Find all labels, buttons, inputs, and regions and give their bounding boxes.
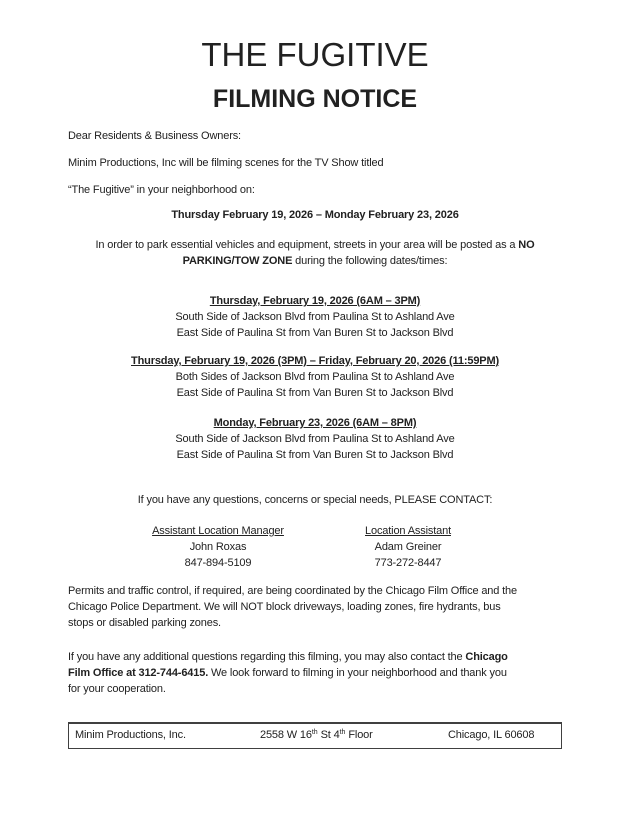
contact-card-location-assistant [318, 523, 498, 571]
footer-address-part: 2558 W 16 [260, 729, 312, 741]
schedule-heading: Monday, February 23, 2026 (6AM – 8PM) [213, 417, 417, 429]
footer-address-part: St 4 [317, 729, 340, 741]
footer-info-box [68, 722, 562, 749]
parking-notice-line-2 [68, 253, 562, 269]
footer-address-ordinal: th [311, 729, 318, 736]
closing-text-2: We look forward to filming in your neighborhood and thank you [208, 667, 507, 679]
intro-line-1: Minim Productions, Inc will be filming scenes for the TV Show titled [68, 157, 384, 169]
schedule-block-2 [68, 353, 562, 401]
salutation: Dear Residents & Business Owners: [68, 130, 241, 142]
parking-notice-line-1 [68, 237, 562, 253]
schedule-street-line: East Side of Paulina St from Van Buren St to Jackson Blvd [176, 327, 454, 339]
schedule-street-line: South Side of Jackson Blvd from Paulina St to Ashland Ave [175, 433, 455, 445]
footer-address [260, 727, 448, 748]
page-subtitle: FILMING NOTICE [212, 85, 418, 113]
page-title: THE FUGITIVE [201, 36, 429, 73]
footer-company: Minim Productions, Inc. [75, 729, 186, 741]
closing-paragraph [68, 649, 562, 697]
contact-role: Location Assistant [365, 525, 451, 537]
schedule-street-line: Both Sides of Jackson Blvd from Paulina St to Ashland Ave [175, 371, 455, 383]
permits-line-3: stops or disabled parking zones. [68, 617, 221, 629]
footer-address-ordinal: th [339, 729, 346, 736]
contact-phone: 773-272-8447 [374, 557, 442, 569]
intro-line-2: “The Fugitive” in your neighborhood on: [68, 184, 255, 196]
closing-line-3: for your cooperation. [68, 683, 166, 695]
parking-notice-text: In order to park essential vehicles and equipment, streets in your area will be posted as a [95, 239, 519, 251]
schedule-street-line: East Side of Paulina St from Van Buren St to Jackson Blvd [176, 449, 454, 461]
contact-name: John Roxas [189, 541, 247, 553]
parking-notice-bold-2: PARKING/TOW ZONE [182, 255, 293, 267]
closing-line-2 [68, 665, 562, 681]
schedule-street-line: East Side of Paulina St from Van Buren St to Jackson Blvd [176, 387, 454, 399]
footer-city: Chicago, IL 60608 [448, 729, 535, 741]
contact-phone: 847-894-5109 [184, 557, 252, 569]
permits-paragraph [68, 583, 562, 631]
closing-line-1 [68, 649, 562, 665]
schedule-block-1 [68, 293, 562, 341]
schedule-street-line: South Side of Jackson Blvd from Paulina St to Ashland Ave [175, 311, 455, 323]
parking-notice [68, 237, 562, 269]
parking-notice-text-2: during the following dates/times: [292, 255, 448, 267]
parking-notice-bold: NO [518, 239, 535, 251]
schedule-heading: Thursday, February 19, 2026 (3PM) – Friday, February 20, 2026 (11:59PM) [131, 355, 499, 367]
schedule-block-3 [68, 415, 562, 463]
contacts-row [68, 523, 562, 571]
permits-line-2: Chicago Police Department. We will NOT block driveways, loading zones, fire hydrants, bus [68, 601, 501, 613]
schedule-heading: Thursday, February 19, 2026 (6AM – 3PM) [209, 295, 421, 307]
contact-intro: If you have any questions, concerns or special needs, PLEASE CONTACT: [137, 494, 493, 506]
closing-bold-1: Chicago [465, 651, 508, 663]
footer-address-part: Floor [345, 729, 373, 741]
closing-text-1: If you have any additional questions regarding this filming, you may also contact the [68, 651, 466, 663]
contact-name: Adam Greiner [374, 541, 442, 553]
contact-role: Assistant Location Manager [152, 525, 284, 537]
closing-bold-2: Film Office at 312-744-6415. [68, 667, 209, 679]
filming-date-range: Thursday February 19, 2026 – Monday February 23, 2026 [171, 209, 459, 221]
permits-line-1: Permits and traffic control, if required, are being coordinated by the Chicago Film Office and the [68, 585, 517, 597]
